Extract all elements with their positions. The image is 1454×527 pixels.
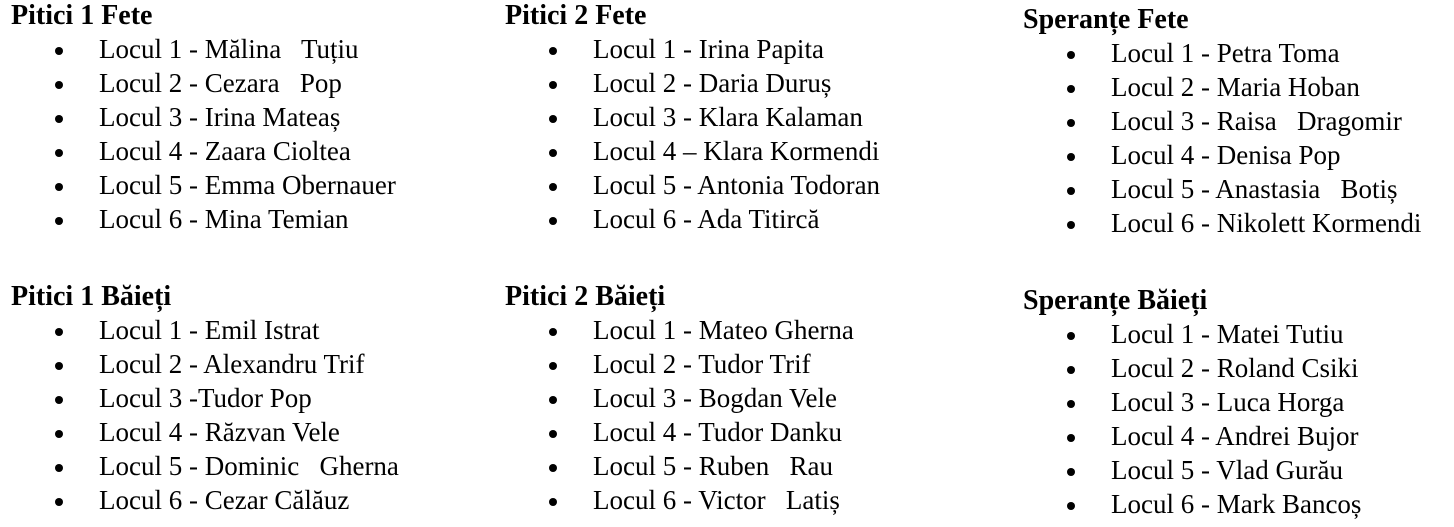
bullet-icon [549, 328, 557, 336]
list-item-text: Locul 1 - Petra Toma [1111, 38, 1340, 68]
list-item [1023, 138, 1421, 172]
list-item [505, 134, 880, 168]
list-item [11, 32, 396, 66]
list-item [505, 381, 854, 415]
ranking-list [1023, 317, 1361, 521]
list-item-text: Locul 4 - Tudor Danku [593, 417, 842, 447]
list-item-text: Locul 3 - Raisa Dragomir [1111, 106, 1402, 136]
section-title: Pitici 1 Băieți [11, 281, 172, 312]
bullet-icon [549, 47, 557, 55]
list-item [505, 415, 854, 449]
list-item-text: Locul 4 - Denisa Pop [1111, 140, 1341, 170]
list-item-text: Locul 1 - Irina Papita [593, 34, 824, 64]
list-item [505, 347, 854, 381]
list-item-text: Locul 3 -Tudor Pop [99, 383, 312, 413]
list-item-text: Locul 1 - Mălina Tuțiu [99, 34, 359, 64]
section-title: Speranțe Băieți [1023, 285, 1208, 316]
list-item [1023, 206, 1421, 240]
bullet-icon [55, 498, 63, 506]
list-item-text: Locul 4 - Zaara Cioltea [99, 136, 351, 166]
section-pitici-1-fete [11, 0, 396, 236]
list-item [505, 483, 854, 517]
list-item-text: Locul 1 - Matei Tutiu [1111, 319, 1344, 349]
list-item [11, 313, 399, 347]
bullet-icon [55, 149, 63, 157]
bullet-icon [1067, 468, 1075, 476]
list-item-text: Locul 2 - Tudor Trif [593, 349, 811, 379]
list-item-text: Locul 5 - Emma Obernauer [99, 170, 396, 200]
list-item [505, 100, 880, 134]
bullet-icon [549, 464, 557, 472]
list-item [505, 313, 854, 347]
bullet-icon [55, 115, 63, 123]
section-pitici-1-baieti [11, 281, 399, 517]
list-item-text: Locul 6 - Cezar Călăuz [99, 485, 350, 515]
list-item [505, 449, 854, 483]
bullet-icon [549, 81, 557, 89]
bullet-icon [55, 396, 63, 404]
list-item [505, 168, 880, 202]
bullet-icon [1067, 153, 1075, 161]
ranking-list [505, 313, 854, 517]
section-title: Pitici 2 Fete [505, 0, 647, 31]
list-item [1023, 385, 1361, 419]
list-item-text: Locul 1 - Mateo Gherna [593, 315, 854, 345]
list-item [1023, 351, 1361, 385]
list-item [1023, 487, 1361, 521]
ranking-list [1023, 36, 1421, 240]
list-item-text: Locul 2 - Maria Hoban [1111, 72, 1360, 102]
list-item-text: Locul 6 - Mark Bancoș [1111, 489, 1362, 519]
bullet-icon [1067, 51, 1075, 59]
list-item-text: Locul 5 - Antonia Todoran [593, 170, 881, 200]
list-item-text: Locul 5 - Vlad Gurău [1111, 455, 1343, 485]
list-item [11, 100, 396, 134]
bullet-icon [549, 149, 557, 157]
list-item-text: Locul 3 - Luca Horga [1111, 387, 1345, 417]
ranking-list [11, 313, 399, 517]
bullet-icon [55, 47, 63, 55]
list-item [11, 381, 399, 415]
list-item-text: Locul 1 - Emil Istrat [99, 315, 320, 345]
bullet-icon [1067, 221, 1075, 229]
list-item-text: Locul 6 - Ada Titircă [593, 204, 820, 234]
list-item-text: Locul 6 - Mina Temian [99, 204, 349, 234]
bullet-icon [55, 430, 63, 438]
bullet-icon [1067, 366, 1075, 374]
list-item [11, 134, 396, 168]
list-item-text: Locul 3 - Irina Mateaș [99, 102, 341, 132]
bullet-icon [55, 183, 63, 191]
bullet-icon [549, 396, 557, 404]
list-item [505, 202, 880, 236]
section-title: Pitici 1 Fete [11, 0, 153, 31]
list-item-text: Locul 2 - Cezara Pop [99, 68, 342, 98]
list-item [11, 483, 399, 517]
list-item [1023, 70, 1421, 104]
bullet-icon [549, 430, 557, 438]
list-item-text: Locul 6 - Victor Latiș [593, 485, 840, 515]
ranking-list [11, 32, 396, 236]
bullet-icon [1067, 400, 1075, 408]
bullet-icon [1067, 85, 1075, 93]
list-item [505, 32, 880, 66]
list-item-text: Locul 3 - Bogdan Vele [593, 383, 837, 413]
list-item-text: Locul 5 - Ruben Rau [593, 451, 833, 481]
list-item [1023, 172, 1421, 206]
list-item-text: Locul 2 - Roland Csiki [1111, 353, 1359, 383]
bullet-icon [55, 81, 63, 89]
list-item [11, 66, 396, 100]
list-item [1023, 104, 1421, 138]
bullet-icon [55, 328, 63, 336]
list-item [1023, 317, 1361, 351]
list-item-text: Locul 2 - Daria Duruș [593, 68, 832, 98]
list-item-text: Locul 5 - Dominic Gherna [99, 451, 399, 481]
ranking-list [505, 32, 880, 236]
bullet-icon [1067, 332, 1075, 340]
list-item [1023, 36, 1421, 70]
bullet-icon [1067, 434, 1075, 442]
list-item-text: Locul 4 - Răzvan Vele [99, 417, 340, 447]
section-title: Pitici 2 Băieți [505, 281, 666, 312]
list-item-text: Locul 2 - Alexandru Trif [99, 349, 365, 379]
bullet-icon [1067, 187, 1075, 195]
list-item-text: Locul 4 – Klara Kormendi [593, 136, 880, 166]
bullet-icon [1067, 119, 1075, 127]
list-item [1023, 453, 1361, 487]
section-pitici-2-fete [505, 0, 880, 236]
list-item [11, 347, 399, 381]
section-sperante-baieti [1023, 285, 1361, 521]
list-item-text: Locul 4 - Andrei Bujor [1111, 421, 1359, 451]
bullet-icon [549, 362, 557, 370]
section-pitici-2-baieti [505, 281, 854, 517]
section-sperante-fete [1023, 4, 1421, 240]
bullet-icon [549, 183, 557, 191]
section-title: Speranțe Fete [1023, 4, 1189, 35]
bullet-icon [549, 498, 557, 506]
list-item [1023, 419, 1361, 453]
list-item-text: Locul 5 - Anastasia Botiș [1111, 174, 1398, 204]
bullet-icon [549, 115, 557, 123]
bullet-icon [55, 464, 63, 472]
list-item [11, 202, 396, 236]
bullet-icon [55, 217, 63, 225]
list-item [11, 415, 399, 449]
list-item [505, 66, 880, 100]
bullet-icon [1067, 502, 1075, 510]
list-item [11, 449, 399, 483]
list-item-text: Locul 3 - Klara Kalaman [593, 102, 863, 132]
list-item [11, 168, 396, 202]
bullet-icon [549, 217, 557, 225]
list-item-text: Locul 6 - Nikolett Kormendi [1111, 208, 1422, 238]
bullet-icon [55, 362, 63, 370]
